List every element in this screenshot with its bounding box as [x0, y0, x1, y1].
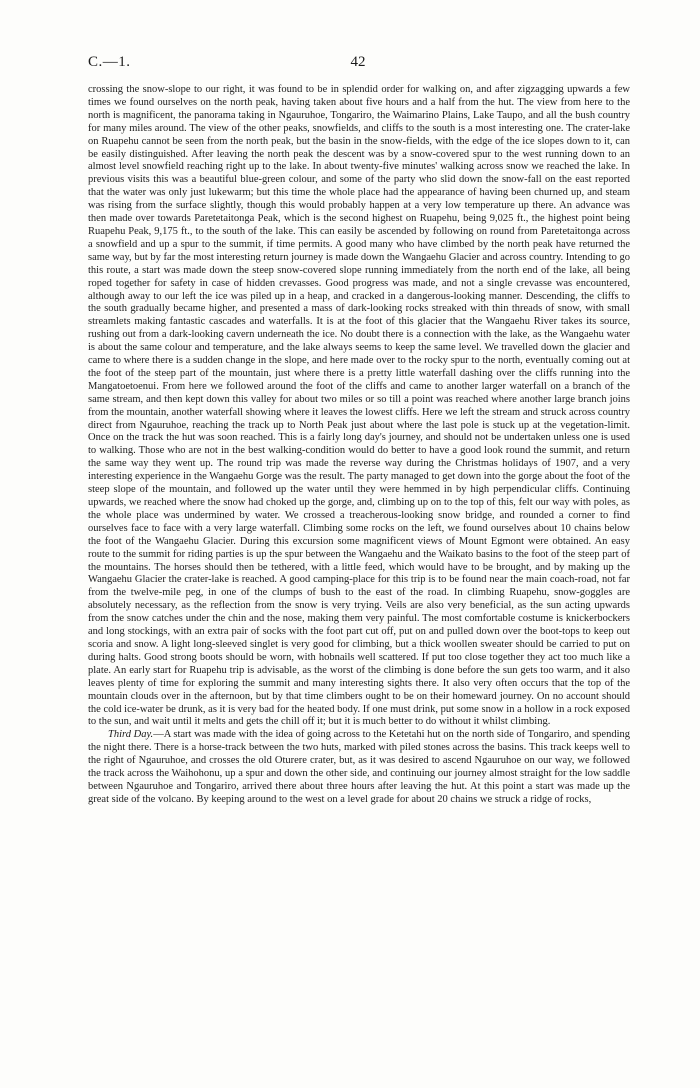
paragraph-2 [88, 729, 630, 806]
paragraph-1 [88, 84, 630, 729]
body-text [88, 84, 630, 807]
paragraph-2-text: —A start was made with the idea of going across to the Ketetahi hut on the north side of Tongariro, and spending the night there. There is a horse-track between the two huts, marked with piled stones across the basins. This track keeps well to the right of Ngauruhoe, and crosses the old Oturere crater, but, as it was desired to ascend Ngauruhoe on our way, we followed the track across the Waihohonu, up a spur and down the other side, and continuing our journey almost straight for the low saddle between Ngauruhoe and Tongariro, arrived there about three hours after leaving the hut. At this point a start was made up the great side of the volcano. By keeping around to the west on a level grade for about 20 chains we struck a ridge of rocks, [88, 729, 630, 805]
paragraph-2-label: Third Day. [108, 729, 154, 741]
page-number: 42 [350, 54, 366, 70]
page-header [88, 54, 628, 76]
paragraph-1-text: crossing the snow-slope to our right, it was found to be in splendid order for walking on, and after zigzagging upwards a few times we found ourselves on the north peak, having taken about five hours and a half from the hut. The view from here to the north is magnificent, the panorama taking in Ngauruhoe, Tongariro, the Waimarino Plains, Lake Taupo, and all the bush country for many miles around. The view of the other peaks, snowfields, and cliffs to the south is a most interesting one. The crater-lake on Ruapehu cannot be seen from the north peak, but the basin in the snow-fields, with the edge of the ice slopes down to it, can be easily distinguished. After leaving the north peak the descent was by a snow-covered spur to the west running down to an almost level snowfield reaching right up to the lake. In about twenty-five minutes' walking across snow we reached the lake. In previous visits this was a beautiful blue-green colour, and some of the party who slid down the snow-fall on the east reported that the water was only just lukewarm; but this time the whole place had the appearance of having been churned up, and steam was rising from the surface slightly, though this would probably happen at a very low temperature up there. An advance was then made over towards Paretetaitonga Peak, which is the second highest on Ruapehu, being 9,025 ft., the highest point being Ruapehu Peak, 9,175 ft., to the south of the lake. This can easily be ascended by following on round from Paretetaitonga across a snowfield and up a spur to the summit, if time permits. A good many who have climbed by the north peak have returned the same way, but by far the most interesting return journey is made down the Wangaehu Glacier and across country. Intending to go this route, a start was made down the steep snow-covered slope running immediately from the north end of the lake, all being roped together for safety in case of hidden crevasses. Good progress was made, and not a single crevasse was encountered, although away to our left the ice was piled up in a heap, and cracked in a dangerous-looking manner. Descending, the cliffs to the south gradually became higher, and presented a mass of dark-looking rocks streaked with thin threads of snow, with small streamlets making fantastic cascades and waterfalls. It is at the foot of this glacier that the Wangaehu River takes its source, rushing out from a dark-looking cavern underneath the ice. No doubt there is a connection with the lake, as the Wangaehu water is about the same colour and temperature, and the lake always seems to keep the same level. We travelled down the glacier and came to where there is a sudden change in the slope, and here made over to the rocky spur to the north, eventually coming out at the foot of the steep part of the mountain, just where there is a pretty little waterfall dashing over the cliffs running into the Mangatoetoenui. From here we followed around the foot of the cliffs and came to another larger waterfall on a branch of the same stream, and then kept down this valley for about two miles or so till a point was reached where another large branch joins from the mountain, another waterfall showing where it leaves the lowest cliffs. Here we left the stream and struck across country direct from Ngauruhoe, reaching the track up to North Peak just about where the last pole is stuck up at the vegetation-limit. Once on the track the hut was soon reached. This is a fairly long day's journey, and should not be undertaken unless one is used to walking. Those who are not in the best walking-condition would do better to have a good look round the summit, and return the same way they went up. The round trip was made the reverse way during the Christmas holidays of 1907, and a very interesting experience in the Wangaehu Gorge was the result. The party managed to get down into the gorge about the foot of the steep slope of the mountain, and followed up the water until they were hemmed in by high perpendicular cliffs. Continuing upwards, we reached where the snow had choked up the gorge, and, climbing up on to the top of this, felt our way with poles, as the whole place was undermined by water. We crossed a treacherous-looking snow bridge, and rounded a corner to find ourselves face to face with a very large waterfall. Climbing some rocks on the left, we found ourselves about 10 chains below the foot of the Wangaehu Glacier. During this excursion some magnificent views of Mount Egmont were obtained. An easy route to the summit for riding parties is up the spur between the Wangaehu and the Waikato basins to the foot of the steep part of the mountains. The horses should then be tethered, with a little feed, which would have to be brought, and by making up the Wangaehu Glacier the crater-lake is reached. A good camping-place for this trip is to be found near the main coach-road, not far from the twelve-mile peg, in one of the clumps of bush to the east of the road. In climbing Ruapehu, snow-goggles are absolutely necessary, as the reflection from the snow is very trying. Veils are also very beneficial, as the sun acting upwards from the snow catches under the chin and the nose, making them very painful. The most comfortable costume is knickerbockers and long stockings, with an extra pair of socks with the foot part cut off, put on and pulled down over the boot-tops to keep out scoria and snow. A light long-sleeved singlet is very good for climbing, but a thick woollen sweater should be carried to put on during halts. Good strong boots should be worn, with hobnails well scattered. If put too close together they act too much like a plate. An early start for Ruapehu trip is advisable, as the worst of the climbing is done before the sun gets too warm, and it also leaves plenty of time for exploring the summit and many interesting sights there. It also very often occurs that the top of the mountain clouds over in the afternoon, but by that time climbers ought to be on their homeward journey. On no account should the cold ice-water be drunk, as it is very bad for the heated body. If one must drink, put some snow in a hollow in a rock exposed to the sun, and wait until it melts and gets the chill off it; but it is much better to do without it whilst climbing. [88, 84, 630, 728]
parliamentary-reference: C.—1. [88, 54, 131, 70]
